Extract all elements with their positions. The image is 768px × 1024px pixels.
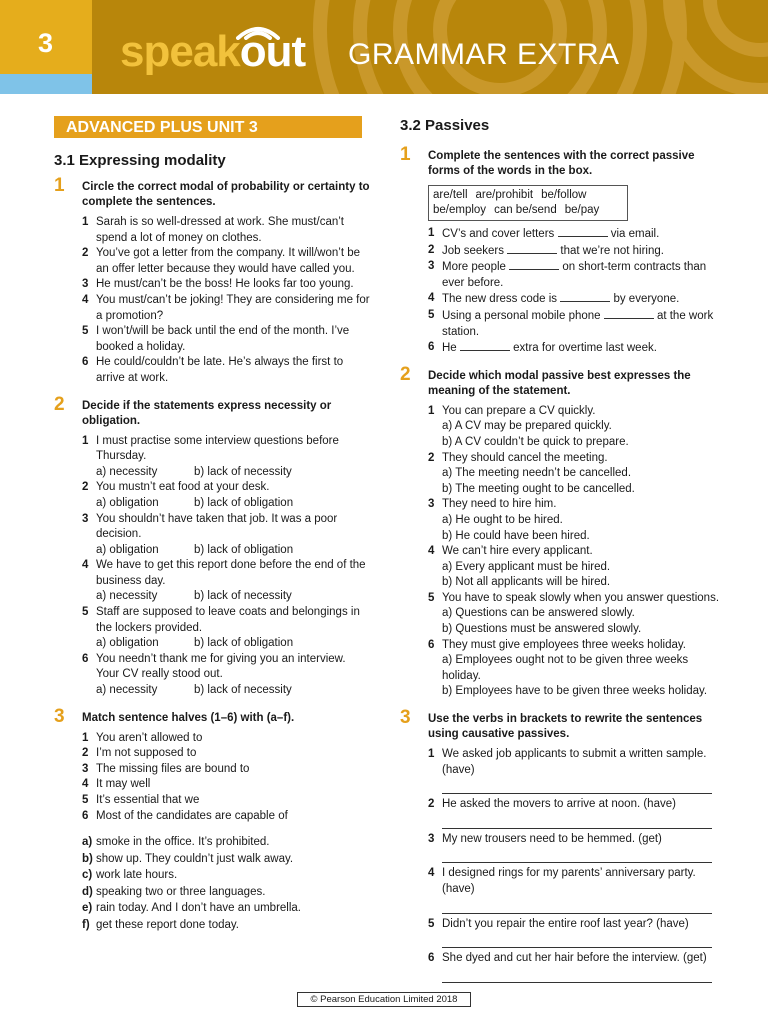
box-word: can be/send [494,204,557,216]
item-text: It may well [96,778,151,791]
answer-blank[interactable] [558,226,608,237]
item-row [428,638,720,654]
item-text: You mustn’t eat food at your desk. [96,481,270,494]
item-text: You aren’t allowed to [96,731,203,744]
match-endings [82,834,370,933]
answer-line[interactable] [442,813,712,829]
item-text-end: at the work station. [442,309,714,338]
ending-letter: a) [82,836,93,849]
item-text: You needn’t thank me for giving you an interview. Your CV really stood out. [96,652,346,681]
item-text: You can prepare a CV quickly. [442,404,596,417]
match-ending[interactable] [82,884,370,901]
list-item [82,777,370,793]
item-number: 2 [82,747,89,760]
exercise-instruction: Circle the correct modal of probability or certainty to complete the sentences. [82,181,370,208]
item-number: 5 [82,794,89,806]
item-text: We asked job applicants to submit a written sample. (have) [442,748,707,776]
item-number: 4 [428,867,435,880]
ending-letter: b) [82,852,93,865]
item-text[interactable]: You’ve got a letter from the company. It will/won’t be an offer letter because they would have called you. [96,247,360,275]
exercise-items [82,731,370,825]
option-a[interactable]: a) The meeting needn’t be cancelled. [442,467,632,480]
item-row [428,747,720,778]
item-number: 3 [82,512,89,525]
word-box [428,185,628,221]
item-row [428,404,720,420]
right-column [400,110,720,986]
item-text[interactable]: He could/couldn’t be late. He’s always the first to arrive at work. [96,356,344,384]
box-word: be/follow [541,189,587,201]
item-row [82,480,370,496]
item-text: Didn’t you repair the entire roof last year? (have) [442,917,689,930]
ending-text: work late hours. [96,869,178,882]
item-text: We have to get this report done before the end of the business day. [96,559,366,587]
ending-text: get these report done today. [96,918,239,931]
exercise-instruction: Match sentence halves (1–6) with (a–f). [82,711,295,724]
speakout-logo: speakout [120,27,306,76]
item-number: 1 [82,731,89,744]
item-text [442,226,720,243]
item-text-start: Using a personal mobile phone [442,309,601,322]
list-item [82,652,370,699]
item-number: 6 [82,652,89,665]
item-text: We can’t hire every applicant. [442,545,593,558]
answer-options [96,543,370,559]
exercise-3-1-2 [54,393,370,699]
item-text[interactable]: I won’t/will be back until the end of the month. I’ve booked a holiday. [96,325,350,353]
unit-number: 3 [38,28,54,58]
item-row [82,558,370,589]
list-item [428,832,720,864]
match-ending[interactable] [82,867,370,884]
page-header [0,0,768,94]
item-text: I designed rings for my parents’ anniversary party. (have) [442,867,696,895]
item-text-end: that we’re not hiring. [560,244,664,257]
item-text: They should cancel the meeting. [442,451,608,464]
item-text [442,243,720,260]
answer-blank[interactable] [460,340,510,351]
ending-text: speaking two or three languages. [96,885,266,898]
item-row [428,451,720,467]
option-b[interactable]: b) Employees have to be given three weeks holiday. [442,685,708,698]
ending-letter: e) [82,902,93,915]
option-b[interactable]: b) He could have been hired. [442,529,590,542]
option-a[interactable]: a) obligation [96,543,159,556]
option-b[interactable]: b) Not all applicants will be hired. [442,576,611,589]
exercise-number: 3 [400,707,411,729]
list-item [82,558,370,605]
item-number: 4 [82,559,89,572]
option-a[interactable]: a) A CV may be prepared quickly. [442,420,612,433]
item-text [442,291,720,308]
option-a[interactable]: a) Employees ought not to be given three weeks holiday. [442,654,689,682]
item-text: You have to speak slowly when you answer questions. [442,591,720,604]
option-a[interactable]: a) obligation [96,496,159,509]
option-a[interactable]: a) necessity [96,465,158,478]
item-number: 2 [428,243,435,256]
item-number: 6 [428,952,435,965]
item-number: 2 [428,451,435,464]
exercise-items [428,404,720,700]
ending-text: rain today. And I don’t have an umbrella. [96,902,302,915]
answer-options [96,496,370,512]
item-text [442,308,720,340]
item-number: 3 [428,498,435,511]
item-row [428,917,720,933]
item-text: I’m not supposed to [96,747,197,760]
item-row [428,797,720,813]
unit-label: ADVANCED PLUS UNIT 3 [54,116,362,138]
exercise-3-2-1 [400,144,720,357]
ending-text: smoke in the office. It’s prohibited. [96,836,270,849]
item-text: My new trousers need to be hemmed. (get) [442,832,662,845]
exercise-instruction: Decide which modal passive best expresses the meaning of the statement. [428,369,691,397]
option-b[interactable]: b) lack of necessity [194,465,292,478]
list-item [82,512,370,559]
item-row [428,832,720,848]
list-item [82,809,370,825]
header-title: GRAMMAR EXTRA [348,38,620,71]
answer-line[interactable] [442,898,712,914]
item-text-start: He [442,342,457,355]
list-item [428,226,720,243]
item-number: 3 [428,260,435,273]
item-number: 6 [428,341,435,354]
item-row [428,544,720,560]
item-number: 1 [82,434,89,447]
item-text: The missing files are bound to [96,762,250,775]
answer-blank[interactable] [509,259,559,270]
answer-line[interactable] [442,967,712,983]
option-a[interactable]: a) Every applicant must be hired. [442,560,611,573]
list-item [428,243,720,260]
option-a[interactable]: a) obligation [96,637,159,650]
exercise-number: 3 [54,705,65,727]
answer-line[interactable] [442,932,712,948]
copyright-footer: © Pearson Education Limited 2018 [297,992,471,1007]
list-item [428,340,720,357]
item-number: 6 [428,638,435,651]
answer-options [96,683,370,699]
list-item [428,797,720,829]
item-text: They need to hire him. [442,498,557,511]
option-b[interactable]: b) The meeting ought to be cancelled. [442,482,635,495]
list-item [82,605,370,652]
item-text: It’s essential that we [96,794,200,806]
item-text: You shouldn’t have taken that job. It was a poor decision. [96,512,338,541]
ending-letter: f) [82,918,90,931]
answer-blank[interactable] [507,243,557,254]
item-text: She dyed and cut her hair before the interview. (get) [442,952,707,965]
item-number: 6 [82,356,89,369]
item-text: I must practise some interview questions before Thursday. [96,434,339,463]
match-ending[interactable] [82,900,370,917]
item-number: 2 [428,798,435,811]
item-number: 1 [428,227,435,239]
list-item [82,355,370,386]
option-a[interactable]: a) necessity [96,590,158,603]
item-number: 5 [82,606,89,619]
item-text-end: extra for overtime last week. [513,342,657,355]
list-item [428,451,720,498]
item-number: 1 [82,216,89,228]
item-text-end: by everyone. [613,293,680,306]
left-column [54,110,370,933]
list-item [428,404,720,451]
item-row [428,951,720,967]
section-title-3-1: 3.1 Expressing modality [54,152,226,169]
item-number: 1 [428,404,435,417]
list-item [82,731,370,747]
list-item [82,793,370,809]
item-row [82,652,370,683]
list-item [428,866,720,913]
item-text[interactable]: You must/can’t be joking! They are considering me for a promotion? [96,293,370,322]
option-b[interactable]: b) A CV couldn’t be quick to prepare. [442,435,629,448]
answer-options [96,636,370,652]
list-item [428,638,720,700]
list-item [82,762,370,778]
list-item [82,293,370,324]
exercise-items [428,226,720,357]
answer-line[interactable] [442,778,712,794]
match-ending[interactable] [82,917,370,934]
list-item [82,434,370,481]
item-row [82,512,370,543]
item-number: 4 [428,545,435,558]
section-title-3-2: 3.2 Passives [400,117,490,134]
item-number: 1 [428,748,435,761]
list-item [82,246,370,277]
item-number: 2 [82,247,89,260]
option-b[interactable]: b) lack of obligation [194,543,294,556]
ending-letter: c) [82,869,93,882]
list-item [82,215,370,246]
option-a[interactable]: a) He ought to be hired. [442,513,563,526]
exercise-items [428,747,720,983]
item-number: 3 [82,762,89,775]
item-number: 3 [82,278,89,291]
item-text-end: via email. [610,228,660,240]
exercise-number: 1 [54,175,65,196]
item-number: 4 [428,292,435,305]
exercise-items [82,215,370,387]
item-row [82,605,370,636]
item-row [428,866,720,897]
list-item [428,747,720,794]
item-text[interactable]: He must/can’t be the boss! He looks far too young. [96,278,354,291]
ending-letter: d) [82,885,93,898]
exercise-number: 2 [54,393,65,415]
exercise-number: 1 [400,144,411,165]
exercise-3-2-2 [400,363,720,700]
match-ending[interactable] [82,851,370,868]
unit-tab-stripe [0,74,92,94]
list-item [428,291,720,308]
ending-text: show up. They couldn’t just walk away. [96,852,294,865]
box-word: be/employ [433,204,487,216]
answer-options [96,465,370,481]
option-b[interactable]: b) Questions must be answered slowly. [442,623,642,636]
option-a[interactable]: a) Questions can be answered slowly. [442,607,635,620]
item-text-start: More people [442,261,506,274]
list-item [82,746,370,762]
item-text: They must give employees three weeks holiday. [442,638,686,651]
item-row [428,591,720,607]
item-text-start: Job seekers [442,244,505,257]
item-text: Most of the candidates are capable of [96,809,288,822]
item-text: He asked the movers to arrive at noon. (have) [442,798,676,811]
answer-blank[interactable] [604,308,654,319]
item-text: Staff are supposed to leave coats and belongings in the lockers provided. [96,606,360,634]
exercise-items [82,434,370,699]
list-item [428,917,720,949]
item-number: 5 [82,325,89,338]
item-number: 2 [82,481,89,494]
item-text-start: The new dress code is [442,293,558,306]
box-word: be/pay [564,204,600,216]
list-item [82,324,370,355]
item-number: 4 [82,293,89,306]
item-number: 6 [82,809,89,822]
item-row [82,434,370,465]
item-number: 3 [428,832,435,845]
option-b[interactable]: b) lack of necessity [194,684,292,697]
item-text[interactable]: Sarah is so well-dressed at work. She must/can’t spend a lot of money on clothes. [96,216,344,244]
list-item [428,544,720,591]
option-a[interactable]: a) necessity [96,684,158,697]
list-item [428,308,720,340]
exercise-instruction: Decide if the statements express necessity or obligation. [82,399,332,427]
item-text-end: on short-term contracts than ever before. [442,261,707,289]
answer-blank[interactable] [560,291,610,302]
item-text [442,340,720,357]
option-b[interactable]: b) lack of necessity [194,590,292,603]
exercise-3-2-3 [400,707,720,983]
exercise-3-1-1 [54,175,370,387]
option-b[interactable]: b) lack of obligation [194,637,294,650]
item-number: 5 [428,917,435,930]
answer-options [96,589,370,605]
item-number: 5 [428,308,435,321]
list-item [428,951,720,983]
item-text [442,259,720,291]
box-word: are/prohibit [475,189,534,201]
item-number: 4 [82,778,89,791]
exercise-number: 2 [400,363,411,385]
answer-line[interactable] [442,847,712,863]
item-number: 5 [428,591,435,604]
list-item [428,259,720,291]
list-item [82,480,370,511]
item-row [428,497,720,513]
option-b[interactable]: b) lack of obligation [194,496,294,509]
list-item [428,497,720,544]
exercise-3-1-3 [54,705,370,934]
box-word: are/tell [433,189,468,201]
list-item [82,277,370,293]
match-ending[interactable] [82,834,370,851]
list-item [428,591,720,638]
exercise-instruction: Complete the sentences with the correct passive forms of the words in the box. [428,150,695,177]
item-text-start: CV’s and cover letters [442,228,555,240]
exercise-instruction: Use the verbs in brackets to rewrite the sentences using causative passives. [428,713,703,741]
